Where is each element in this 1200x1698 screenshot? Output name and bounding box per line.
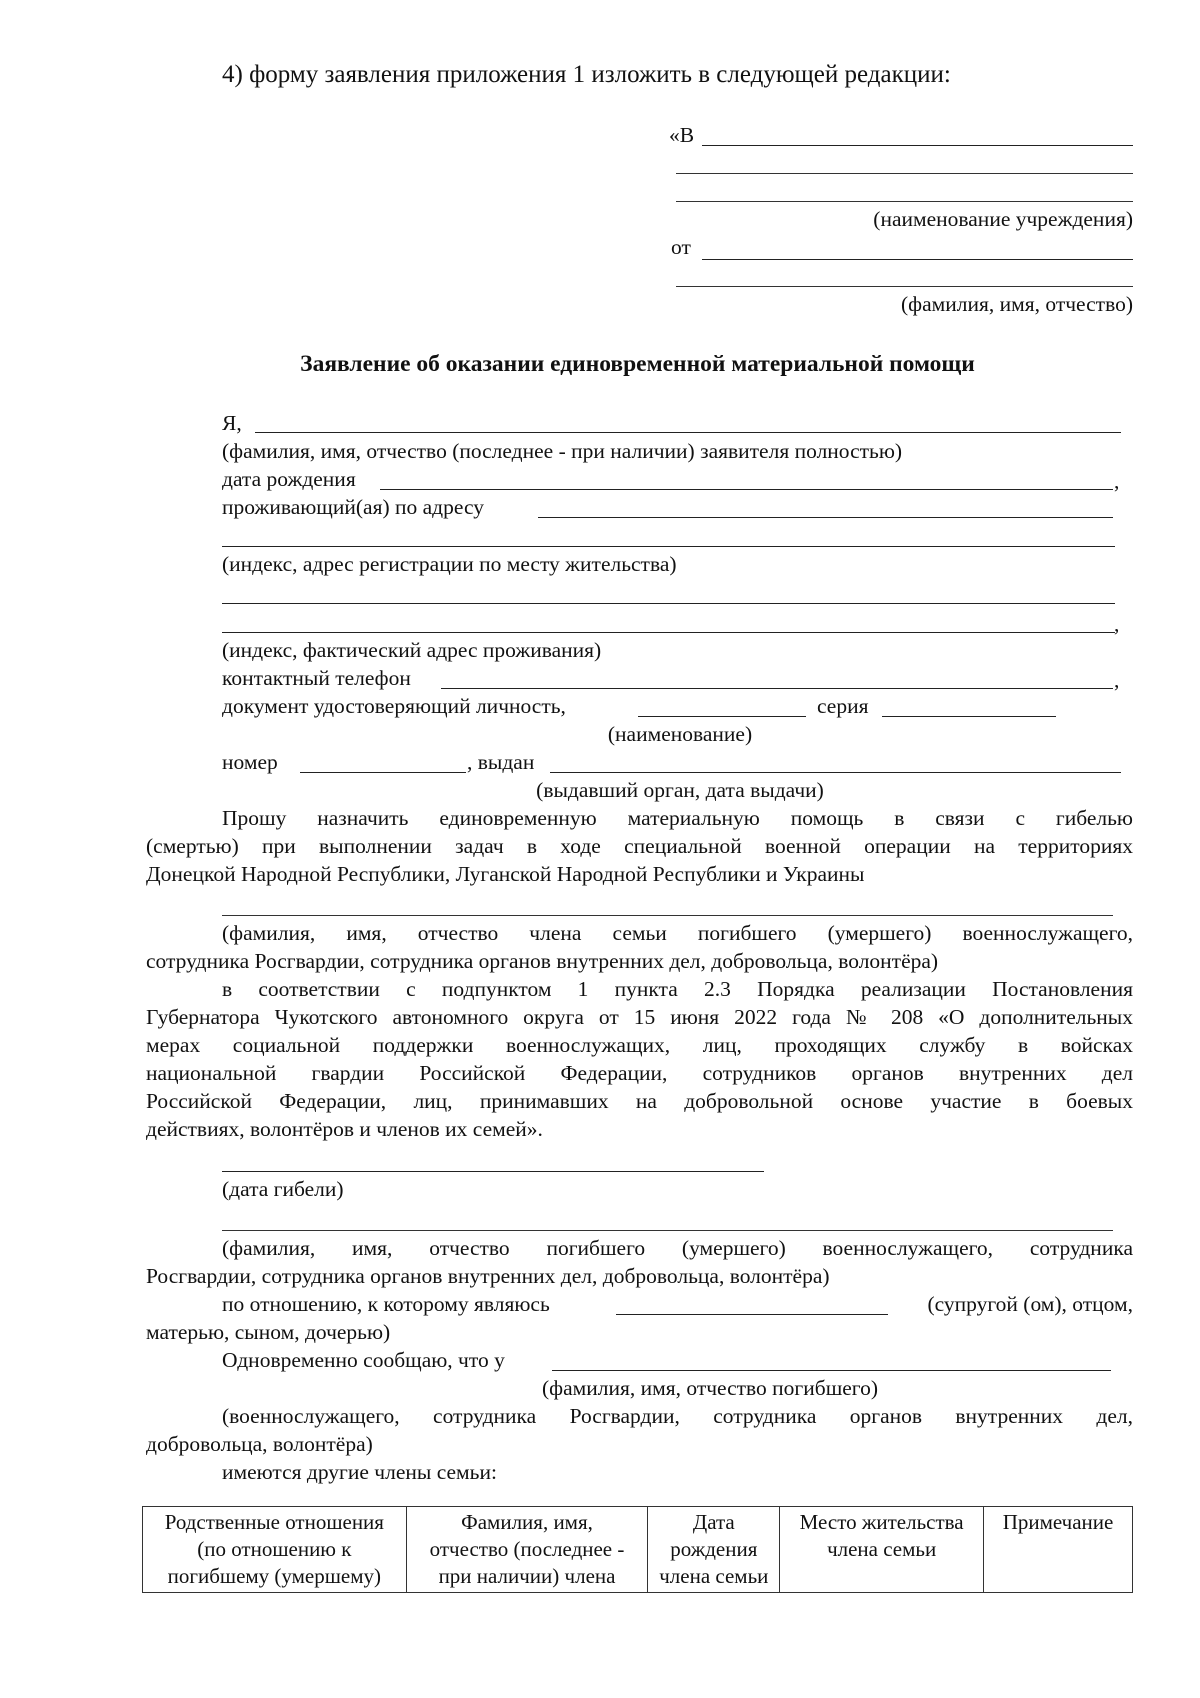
series-label: серия [817,694,869,718]
table-header-note: Примечание [984,1507,1133,1593]
registration-caption: (индекс, адрес регистрации по месту жительства) [222,552,677,576]
legal-line-4: национальной гвардии Российской Федерации, сотрудников органов внутренних дел [146,1061,1133,1085]
family-members-table [142,1506,1133,1593]
request-line-3: Донецкой Народной Республики, Луганской Народной Республики и Украины [146,862,865,886]
table-header-relation: Родственные отношения (по отношению к погибшему (умершему) [143,1507,407,1593]
request-line-1: Прошу назначить единовременную материальную помощь в связи с гибелью [222,806,1133,830]
family-member-field[interactable] [222,915,1113,916]
comma: , [1114,469,1120,493]
institution-caption: (наименование учреждения) [873,207,1133,231]
i-prefix: Я, [222,411,242,435]
institution-field-line-2[interactable] [676,173,1133,174]
also-line-1: (военнослужащего, сотрудника Росгвардии, сотрудника органов внутренних дел, [222,1404,1133,1428]
sender-field-line-2[interactable] [676,286,1133,287]
id-document-name-field[interactable] [638,716,806,717]
issued-label: , выдан [467,750,535,774]
comma: , [1114,668,1120,692]
also-prefix: Одновременно сообщаю, что у [222,1348,505,1372]
relation-field[interactable] [616,1314,888,1315]
address-field-line-2[interactable] [222,546,1115,547]
relation-prefix: по отношению, к которому являюсь [222,1292,550,1316]
legal-line-5: Российской Федерации, лиц, принимавших на добровольной основе участие в боевых [146,1089,1133,1113]
series-field[interactable] [882,716,1056,717]
request-line-2: (смертью) при выполнении задач в ходе специальной военной операции на территориях [146,834,1133,858]
birth-date-label: дата рождения [222,467,356,491]
legal-line-3: мерах социальной поддержки военнослужащих, лиц, проходящих службу в войсках [146,1033,1133,1057]
id-document-label: документ удостоверяющий личность, [222,694,566,718]
family-caption-line-1: (фамилия, имя, отчество члена семьи погибшего (умершего) военнослужащего, [222,921,1133,945]
doc-name-caption: (наименование) [607,722,753,746]
family-caption-line-2: сотрудника Росгвардии, сотрудника органов внутренних дел, добровольца, волонтёра) [146,949,939,973]
table-header-row [143,1507,1133,1593]
also-line-3: имеются другие члены семьи: [222,1460,497,1484]
number-label: номер [222,750,278,774]
actual-address-caption: (индекс, фактический адрес проживания) [222,638,602,662]
actual-address-field-line-2[interactable] [222,632,1115,633]
issuer-caption: (выдавший орган, дата выдачи) [536,778,824,802]
issuer-field[interactable] [550,772,1121,773]
legal-line-6: действиях, волонтёров и членов их семей». [146,1117,543,1141]
document-title: Заявление об оказании единовременной материальной помощи [300,351,975,377]
from-prefix: от [671,235,691,259]
table-header-residence: Место жительства члена семьи [780,1507,984,1593]
actual-address-field-line-1[interactable] [222,603,1115,604]
fio-caption: (фамилия, имя, отчество) [901,292,1133,316]
death-date-field[interactable] [222,1171,764,1172]
also-line-2: добровольца, волонтёра) [146,1432,373,1456]
comma: , [1114,612,1120,636]
also-caption: (фамилия, имя, отчество погибшего) [541,1376,878,1400]
phone-field[interactable] [441,688,1113,689]
applicant-name-field[interactable] [255,432,1121,433]
intro-text: 4) форму заявления приложения 1 изложить в следующей редакции: [222,61,951,88]
deceased-caption-line-2: Росгвардии, сотрудника органов внутренних дел, добровольца, волонтёра) [146,1264,830,1288]
institution-field-line-1[interactable] [702,145,1133,146]
legal-line-2: Губернатора Чукотского автономного округа от 15 июня 2022 года № 208 «О дополнительных [146,1005,1133,1029]
birth-date-field[interactable] [380,489,1113,490]
relation-suffix: (супругой (ом), отцом, [927,1292,1133,1316]
table-header-fio: Фамилия, имя, отчество (последнее - при наличии) члена [406,1507,648,1593]
deceased-name-field[interactable] [222,1230,1113,1231]
applicant-caption: (фамилия, имя, отчество (последнее - при наличии) заявителя полностью) [222,439,903,463]
address-label: проживающий(ая) по адресу [222,495,484,519]
legal-line-1: в соответствии с подпунктом 1 пункта 2.3 Порядка реализации Постановления [222,977,1133,1001]
address-field-line-1[interactable] [538,517,1113,518]
deceased-name-field-2[interactable] [552,1370,1111,1371]
to-prefix: «В [669,123,695,147]
relation-line-2: матерью, сыном, дочерью) [146,1320,391,1344]
number-field[interactable] [300,772,466,773]
sender-field-line-1[interactable] [702,259,1133,260]
deceased-caption-line-1: (фамилия, имя, отчество погибшего (умершего) военнослужащего, сотрудника [222,1236,1133,1260]
table-header-birth-date: Дата рождения члена семьи [648,1507,780,1593]
phone-label: контактный телефон [222,666,411,690]
institution-field-line-3[interactable] [676,201,1133,202]
death-date-caption: (дата гибели) [222,1177,344,1201]
